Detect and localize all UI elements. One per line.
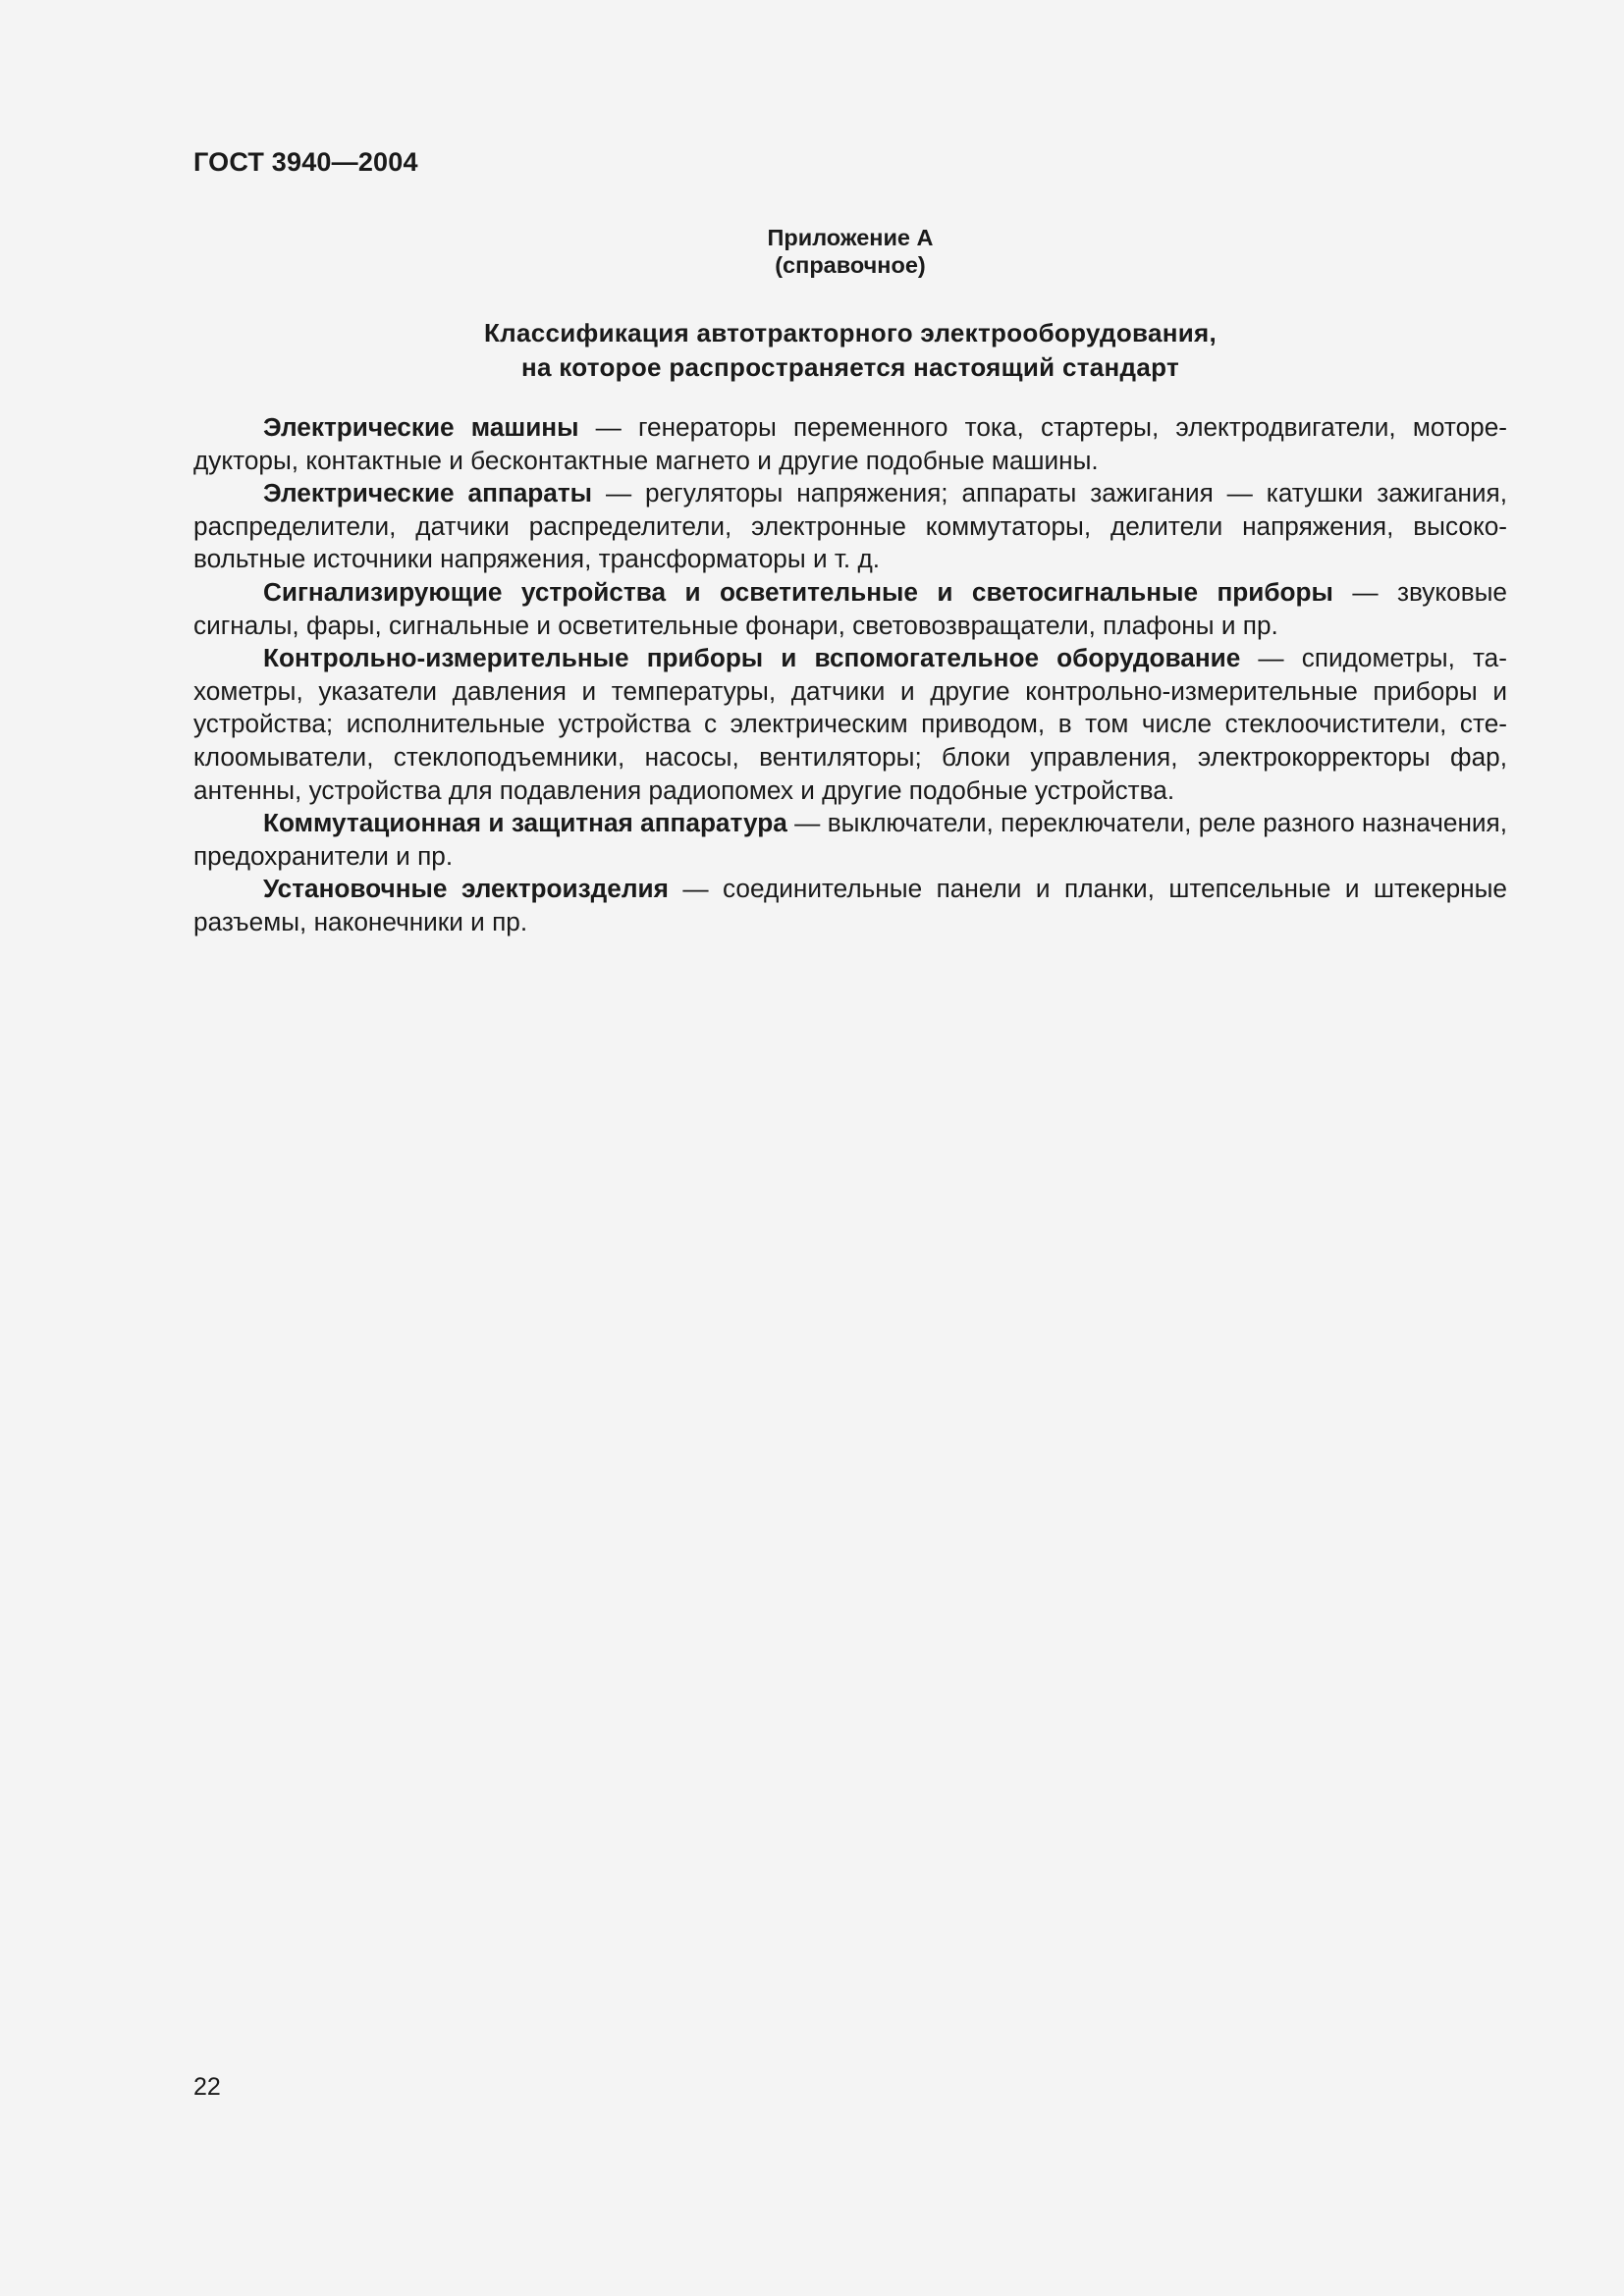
term: Установочные электроизделия: [263, 874, 669, 904]
term: Коммутационная и защитная аппаратура: [263, 808, 787, 838]
definition: — регуляторы напряжения; аппараты зажигания — катушки зажигания, распределители, датчики распределители, электронные коммутаторы, делители напряжения, высоковольтные источники напряжения, трансформаторы и т. д.: [193, 478, 1507, 574]
paragraph-instruments: [193, 642, 1507, 807]
definition: — звуковые сигналы, фары, сигнальные и осветительные фонари, световозвращатели, плафоны и пр.: [193, 576, 1507, 640]
page-number: 22: [193, 2073, 221, 2101]
annex-type: (справочное): [775, 252, 926, 278]
definition: — выключатели, переключатели, реле разного назначения, предохранители и пр.: [193, 808, 1507, 871]
annex-title: [193, 316, 1507, 385]
paragraph-signaling-lighting: [193, 576, 1507, 642]
term: Контрольно-измерительные приборы и вспомогательное оборудование: [263, 643, 1241, 673]
paragraph-electric-apparatus: [193, 477, 1507, 576]
term: Электрические машины: [263, 412, 579, 442]
annex-label: Приложение А: [767, 225, 934, 250]
definition: — спидометры, тахометры, указатели давления и температуры, датчики и другие контрольно-измерительные приборы и устройства; исполнительные устройства с электрическим приводом, в том числе стеклоочистители, стеклоомыватели, стеклоподъемники, насосы, вентиляторы; блоки управления, электрокорректоры фар, антенны, устройства для подавления радиопомех и другие подобные устройства.: [193, 643, 1507, 805]
definition: — генераторы переменного тока, стартеры, электродвигатели, мотоpeдукторы, контактные и бесконтактные магнето и другие подобные машины.: [193, 412, 1507, 475]
paragraph-electric-machines: [193, 411, 1507, 477]
annex-title-line-1: Классификация автотракторного электрооборудования,: [483, 318, 1218, 347]
definition: — соединительные панели и планки, штепсельные и штекерные разъемы, наконечники и пр.: [193, 874, 1507, 936]
classification-body: [193, 411, 1507, 939]
paragraph-switching-protection: [193, 807, 1507, 873]
page-header: ГОСТ 3940—2004: [193, 147, 418, 177]
paragraph-installation-products: [193, 873, 1507, 938]
annex-heading: [193, 224, 1507, 279]
annex-title-line-2: на которое распространяется настоящий стандарт: [521, 352, 1179, 382]
term: Сигнализирующие устройства и осветительные и светосигнальные приборы: [263, 576, 1333, 607]
term: Электрические аппараты: [263, 478, 593, 508]
